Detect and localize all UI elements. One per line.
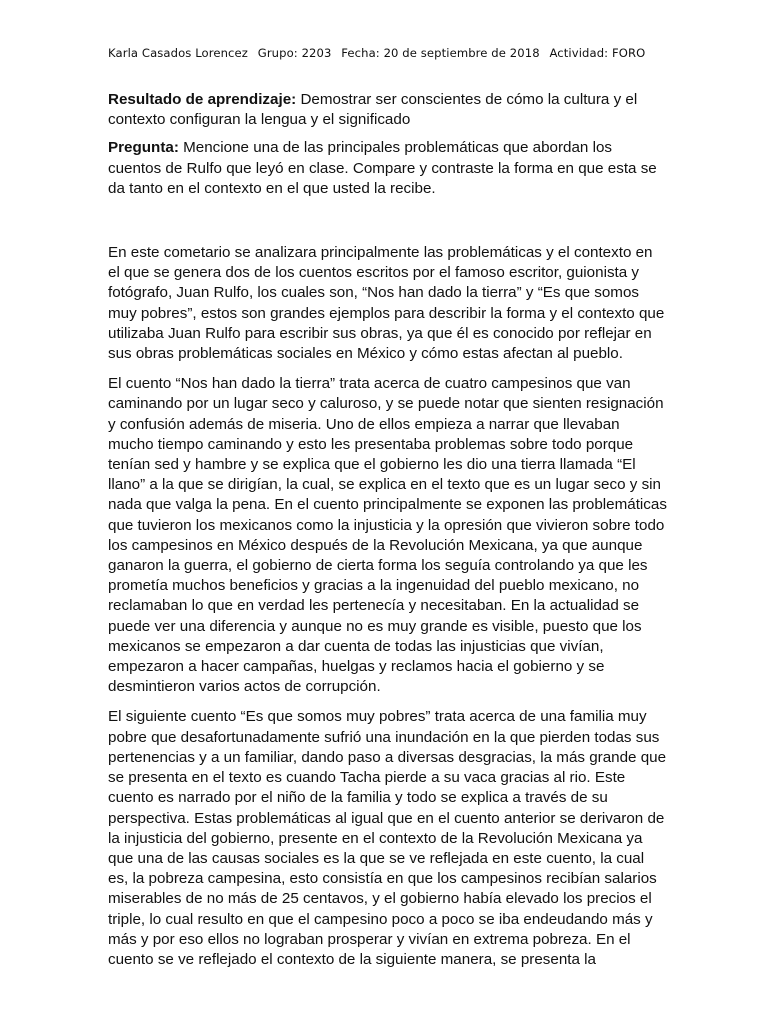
paragraph-line: que tuvieron los mexicanos como la injusticia y la opresión que vivieron sobre todo [108,516,665,534]
paragraph-line: caminando por un lugar seco y caluroso, y se puede notar que sienten resignación [108,395,664,413]
paragraph-line: los campesinos en México después de la Revolución Mexicana, ya que aunque [108,536,643,554]
group-info: Grupo: 2203 [257,46,332,60]
paragraph-line: pertenencias y a un familiar, dando paso a diversas desgracias, la más grande que [108,748,667,766]
paragraph-line: ganaron la guerra, el gobierno de cierta forma los seguía controlando ya que les [108,557,648,575]
paragraph-line: más y por eso ellos no lograban prosperar y vivían en extrema pobreza. En el [108,930,631,948]
paragraph-line: prometía muchos beneficios y gracias a la ingenuidad del pueblo mexicano, no [108,577,640,595]
author-name: Karla Casados Lorencez [108,46,248,60]
paragraph-line: muy pobres”, estos son grandes ejemplos para describir la forma y el contexto que [108,304,665,322]
paragraph-line: triple, lo cual resulto en que el campesino poco a poco se iba endeudando más y [108,910,653,928]
paragraph-line: desmintieron varios actos de corrupción. [108,678,381,696]
document-body [108,90,668,980]
paragraph-line: cuento se ve reflejado el contexto de la siguiente manera, se presenta la [108,950,596,968]
paragraph-line: nada que valga la pena. En el cuento principalmente se exponen las problemáticas [108,496,667,514]
paragraph-line: llano” a la que se dirigían, la cual, se explica en el texto que es un lugar seco y sin [108,476,661,494]
learning-outcome-text: Demostrar ser conscientes de cómo la cultura y el [300,91,638,108]
paragraph-line: perspectiva. Estas problemáticas al igual que en el cuento anterior se derivaron de [108,809,665,827]
paragraph-line: tenían sed y hambre y se explica que el gobierno les dio una tierra llamada “El [108,456,636,474]
paragraph-line: puede ver una diferencia y aunque no es muy grande es visible, puesto que los [108,617,642,635]
paragraph-line: El siguiente cuento “Es que somos muy pobres” trata acerca de una familia muy [108,708,647,726]
paragraph-es-que-somos-muy-pobres [108,707,668,970]
learning-outcome-label: Resultado de aprendizaje: [108,91,297,108]
question-text: da tanto en el contexto en el que usted la recibe. [108,179,436,197]
spacer [108,199,668,243]
paragraph-line: empezaron a hacer campañas, huelgas y reclamos hacia el gobierno y se [108,658,605,676]
paragraph-line: El cuento “Nos han dado la tierra” trata acerca de cuatro campesinos que van [108,375,631,393]
paragraph-line: fotógrafo, Juan Rulfo, los cuales son, “Nos han dado la tierra” y “Es que somos [108,284,639,302]
paragraph-line: cuento es narrado por el niño de la familia y todo se explica a través de su [108,789,608,807]
paragraph-line: En este cometario se analizara principalmente las problemáticas y el contexto en [108,244,653,262]
paragraph-line: pobre que desafortunadamente sufrió una inundación en la que pierden todas sus [108,728,660,746]
document-header [108,46,708,60]
activity-info: Actividad: FORO [549,46,646,60]
learning-outcome [108,90,668,130]
paragraph-line: el que se genera dos de los cuentos escritos por el famoso escritor, guionista y [108,264,640,282]
paragraph-nos-han-dado-la-tierra [108,374,668,697]
paragraph-line: reclamaban lo que en verdad les pertenecía y necesitaban. En la actualidad se [108,597,640,615]
question [108,138,668,199]
paragraph-line: miserables de no más de 25 centavos, y el gobierno había elevado los precios el [108,890,652,908]
question-label: Pregunta: [108,139,179,157]
question-text: cuentos de Rulfo que leyó en clase. Compare y contraste la forma en que esta se [108,159,657,177]
learning-outcome-text: contexto configuran la lengua y el significado [108,111,411,129]
paragraph-line: utilizaba Juan Rulfo para escribir sus obras, ya que él es conocido por reflejar en [108,324,652,342]
paragraph-line: y confusión además de miseria. Uno de ellos empieza a narrar que llevaban [108,415,620,433]
paragraph-line: que una de las causas sociales es la que se ve reflejada en este cuento, la cual [108,849,645,867]
paragraph-line: se presenta en el texto es cuando Tacha pierde a su vaca gracias al rio. Este [108,769,626,787]
paragraph-line: es, la pobreza campesina, esto consistía en que los campesinos recibían salarios [108,870,657,888]
paragraph-line: mucho tiempo caminando y esto les presentaba problemas sobre todo porque [108,435,634,453]
question-text: Mencione una de las principales problemáticas que abordan los [183,139,613,157]
date-info: Fecha: 20 de septiembre de 2018 [341,46,540,60]
paragraph-line: sus obras problemáticas sociales en México y cómo estas afectan al pueblo. [108,345,623,363]
paragraph-intro [108,243,668,364]
paragraph-line: la injusticia del gobierno, presente en el contexto de la Revolución Mexicana ya [108,829,643,847]
paragraph-line: mexicanos se empezaron a dar cuenta de todas las injusticias que vivían, [108,637,604,655]
